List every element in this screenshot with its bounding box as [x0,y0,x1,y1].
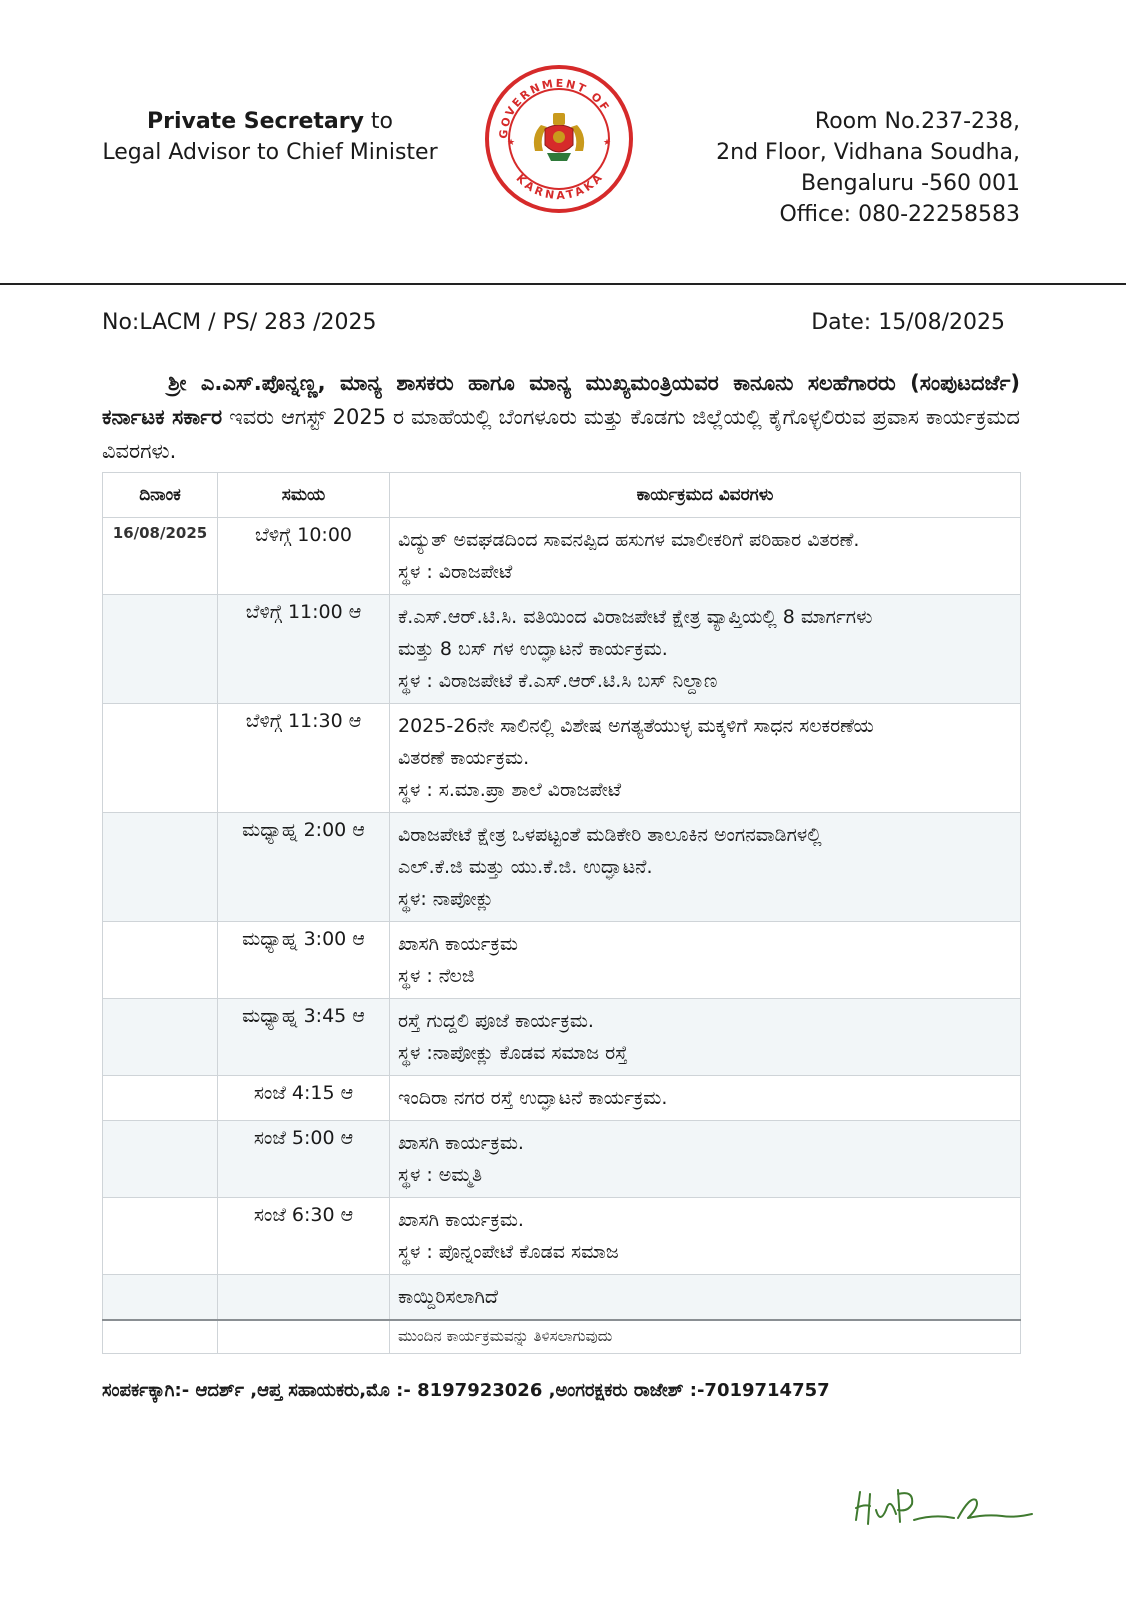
intro-rest: ಇವರು ಆಗಸ್ಟ್ 2025 ರ ಮಾಹೆಯಲ್ಲಿ ಬೆಂಗಳೂರು ಮತ್ತು ಕೊಡಗು ಜಿಲ್ಲೆಯಲ್ಲಿ ಕೈಗೊಳ್ಳಲಿರುವ ಪ್ರವಾಸ ಕಾರ್ಯಕ್ರಮದ ವಿವರಗಳು. [102,405,1020,463]
note-empty-cell [218,1320,390,1354]
header-date: ದಿನಾಂಕ [103,473,218,518]
detail-line: ಕಾಯ್ದಿರಿಸಲಾಗಿದೆ [398,1286,498,1308]
office-title [100,106,440,168]
cell-date [103,704,218,813]
detail-line: 2025-26ನೇ ಸಾಲಿನಲ್ಲಿ ವಿಶೇಷ ಅಗತ್ಯತೆಯುಳ್ಳ ಮಕ್ಕಳಿಗೆ ಸಾಧನ ಸಲಕರಣೆಯ [398,715,874,737]
cell-details [390,1275,1021,1321]
reference-number: No:LACM / PS/ 283 /2025 [102,310,377,335]
cell-time: ಮಧ್ಯಾಹ್ನ 2:00 ಆ [218,813,390,922]
office-title-line1: Private Secretary to [146,109,394,134]
cell-details [390,595,1021,704]
cell-time [218,1275,390,1321]
cell-date [103,922,218,999]
cell-date [103,813,218,922]
cell-details [390,1121,1021,1198]
cell-date [103,1076,218,1121]
cell-date [103,1198,218,1275]
cell-date [103,1121,218,1198]
office-title-line2: Legal Advisor to Chief Minister [102,140,438,165]
table-row [103,704,1021,813]
cell-time: ಸಂಜೆ 4:15 ಆ [218,1076,390,1121]
cell-details [390,518,1021,595]
letter-date: Date: 15/08/2025 [811,310,1005,335]
detail-line: ಸ್ಥಳ : ಸ.ಮಾ.ಪ್ರಾ ಶಾಲೆ ವಿರಾಜಪೇಟೆ [398,779,622,801]
header-divider [0,283,1126,285]
svg-text:★: ★ [603,138,612,148]
cell-date [103,595,218,704]
detail-line: ರಸ್ತೆ ಗುದ್ದಲಿ ಪೂಜೆ ಕಾರ್ಯಕ್ರಮ. [398,1010,594,1032]
cell-details [390,999,1021,1076]
table-note-row [103,1320,1021,1354]
intro-paragraph [102,366,1020,468]
detail-line: ವಿರಾಜಪೇಟೆ ಕ್ಷೇತ್ರ ಒಳಪಟ್ಟಂತೆ ಮಡಿಕೇರಿ ತಾಲೂಕಿನ ಅಂಗನವಾಡಿಗಳಲ್ಲಿ [398,824,822,846]
cell-details [390,1198,1021,1275]
table-row [103,813,1021,922]
office-address [680,106,1020,230]
address-line: Bengaluru -560 001 [801,171,1020,196]
detail-line: ಕೆ.ಎಸ್.ಆರ್.ಟಿ.ಸಿ. ವತಿಯಿಂದ ವಿರಾಜಪೇಟೆ ಕ್ಷೇತ್ರ ವ್ಯಾಪ್ತಿಯಲ್ಲಿ 8 ಮಾರ್ಗಗಳು [398,606,873,628]
detail-line: ಸ್ಥಳ: ನಾಪೋಕ್ಲು [398,888,494,910]
cell-time: ಸಂಜೆ 6:30 ಆ [218,1198,390,1275]
signature-icon [848,1480,1048,1540]
svg-text:KARNATAKA: KARNATAKA [513,169,607,203]
svg-text:GOVERNMENT OF: GOVERNMENT OF [496,76,613,140]
detail-line: ಸ್ಥಳ :ನಾಪೋಕ್ಲು ಕೊಡವ ಸಮಾಜ ರಸ್ತೆ [398,1042,628,1064]
contact-line: ಸಂಪರ್ಕಕ್ಕಾಗಿ:- ಆದರ್ಶ್ ,ಆಪ್ತ ಸಹಾಯಕರು,ಮೊ :- 8197923026 ,ಅಂಗರಕ್ಷಕರು ರಾಜೇಶ್ :-7019714757 [102,1380,830,1401]
table-header-row [103,473,1021,518]
detail-line: ಖಾಸಗಿ ಕಾರ್ಯಕ್ರಮ [398,933,518,955]
cell-date [103,999,218,1076]
detail-line: ವಿದ್ಯುತ್ ಅವಘಡದಿಂದ ಸಾವನಪ್ಪಿದ ಹಸುಗಳ ಮಾಲೀಕರಿಗೆ ಪರಿಹಾರ ವಿತರಣೆ. [398,529,860,551]
detail-line: ಖಾಸಗಿ ಕಾರ್ಯಕ್ರಮ. [398,1209,524,1231]
cell-details [390,1076,1021,1121]
note-empty-cell [103,1320,218,1354]
table-row [103,1275,1021,1321]
detail-line: ಮತ್ತು 8 ಬಸ್ ಗಳ ಉದ್ಘಾಟನೆ ಕಾರ್ಯಕ್ರಮ. [398,638,668,660]
detail-line: ಎಲ್.ಕೆ.ಜಿ ಮತ್ತು ಯು.ಕೆ.ಜಿ. ಉದ್ಘಾಟನೆ. [398,856,653,878]
table-row [103,922,1021,999]
svg-text:★: ★ [507,138,516,148]
schedule-table [102,472,1021,1354]
cell-details [390,813,1021,922]
table-row [103,1198,1021,1275]
detail-line: ಖಾಸಗಿ ಕಾರ್ಯಕ್ರಮ. [398,1132,524,1154]
table-row [103,999,1021,1076]
cell-time: ಬೆಳಿಗ್ಗೆ 10:00 [218,518,390,595]
detail-line: ಸ್ಥಳ : ಅಮ್ಮತಿ [398,1164,483,1186]
table-note: ಮುಂದಿನ ಕಾರ್ಯಕ್ರಮವನ್ನು ತಿಳಿಸಲಾಗುವುದು [390,1320,1021,1354]
detail-line: ಸ್ಥಳ : ನೆಲಜಿ [398,965,475,987]
detail-line: ಇಂದಿರಾ ನಗರ ರಸ್ತೆ ಉದ್ಘಾಟನೆ ಕಾರ್ಯಕ್ರಮ. [398,1087,668,1109]
table-row [103,595,1021,704]
header-details: ಕಾರ್ಯಕ್ರಮದ ವಿವರಗಳು [390,473,1021,518]
detail-line: ಸ್ಥಳ : ವಿರಾಜಪೇಟೆ ಕೆ.ಎಸ್.ಆರ್.ಟಿ.ಸಿ ಬಸ್ ನಿಲ್ದಾಣ [398,670,718,692]
cell-date: 16/08/2025 [103,518,218,595]
address-line: Room No.237-238, [814,109,1020,134]
cell-details [390,704,1021,813]
cell-date [103,1275,218,1321]
cell-time: ಮಧ್ಯಾಹ್ನ 3:00 ಆ [218,922,390,999]
detail-line: ಸ್ಥಳ : ಪೊನ್ನಂಪೇಟೆ ಕೊಡವ ಸಮಾಜ [398,1241,619,1263]
office-phone: Office: 080-22258583 [779,202,1020,227]
header-time: ಸಮಯ [218,473,390,518]
cell-details [390,922,1021,999]
cell-time: ಬೆಳಿಗ್ಗೆ 11:30 ಆ [218,704,390,813]
table-row [103,1076,1021,1121]
detail-line: ಸ್ಥಳ : ವಿರಾಜಪೇಟೆ [398,561,513,583]
table-row [103,1121,1021,1198]
cell-time: ಸಂಜೆ 5:00 ಆ [218,1121,390,1198]
address-line: 2nd Floor, Vidhana Soudha, [716,140,1020,165]
cell-time: ಮಧ್ಯಾಹ್ನ 3:45 ಆ [218,999,390,1076]
table-row [103,518,1021,595]
intro-bold: ಶ್ರೀ ಎ.ಎಸ್.ಪೊನ್ನಣ್ಣ, ಮಾನ್ಯ ಶಾಸಕರು ಹಾಗೂ ಮಾನ್ಯ ಮುಖ್ಯಮಂತ್ರಿಯವರ ಕಾನೂನು ಸಲಹೆಗಾರರು (ಸಂಪುಟದರ್ಜೆ) ಕರ್ನಾಟಕ ಸರ್ಕಾರ [102,371,1020,429]
government-emblem-icon [483,63,635,215]
detail-line: ವಿತರಣೆ ಕಾರ್ಯಕ್ರಮ. [398,747,530,769]
cell-time: ಬೆಳಿಗ್ಗೆ 11:00 ಆ [218,595,390,704]
